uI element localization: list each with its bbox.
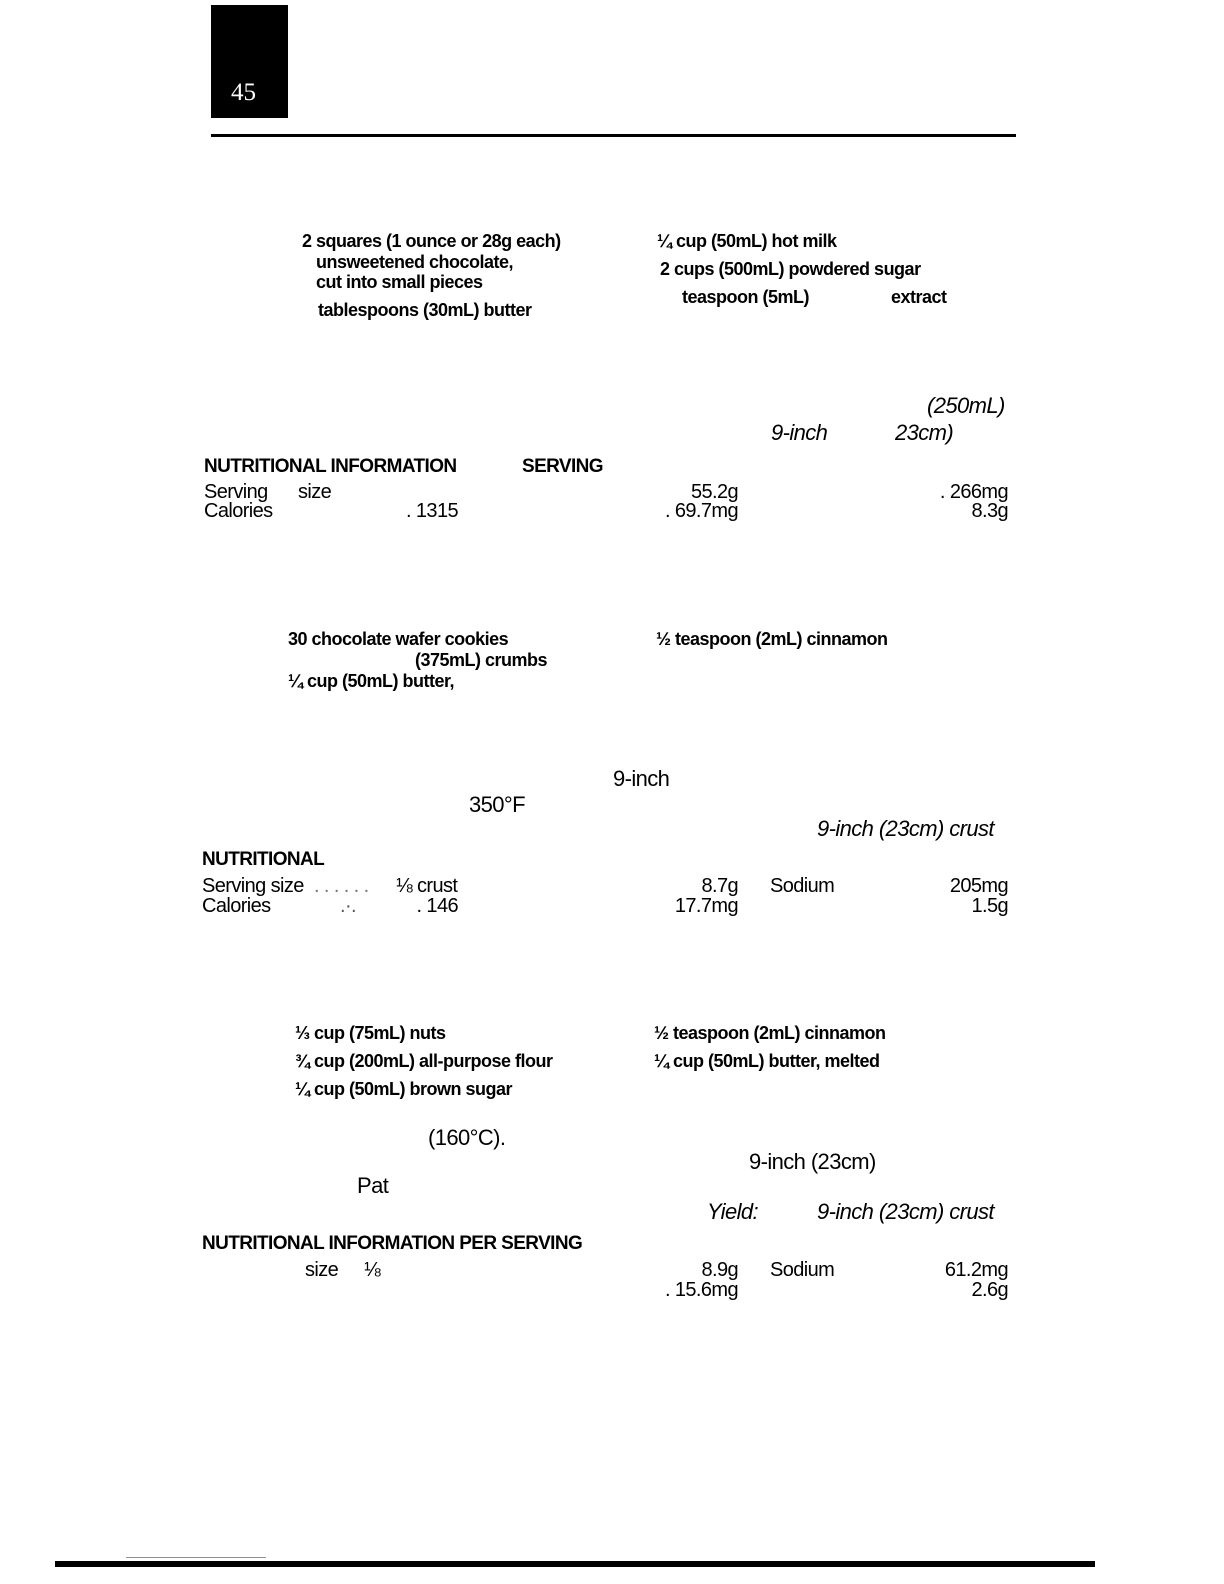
ingredient: ½ teaspoon (2mL) cinnamon (654, 1023, 886, 1043)
serving-label: Serving (204, 481, 268, 503)
calories-value: . 146 (416, 895, 458, 917)
ingredient: 30 chocolate wafer cookies (288, 629, 509, 649)
ingredient: (375mL) crumbs (415, 650, 548, 670)
nutrition-value: 61.2mg (944, 1259, 1008, 1281)
ingredient: ½ teaspoon (2mL) cinnamon (656, 629, 888, 649)
text-fragment: 9-inch (613, 766, 670, 791)
ingredient: extract (891, 287, 947, 307)
size-label: size (298, 481, 332, 503)
nutrition-value: 17.7mg (674, 895, 738, 917)
size-value: ⅛ (364, 1259, 381, 1281)
ingredient: cut into small pieces (316, 272, 483, 292)
sodium-label: Sodium (770, 875, 835, 897)
footer-link-underline (126, 1557, 266, 1558)
yield-fragment: 9-inch (23cm) crust (817, 1199, 994, 1224)
page-number-tab (211, 5, 288, 118)
yield-fragment: 9-inch (23cm) crust (817, 816, 994, 841)
sodium-label: Sodium (770, 1259, 835, 1281)
nutrition-value: 55.2g (690, 481, 738, 503)
ingredient: ¼ cup (50mL) hot milk (657, 231, 837, 251)
nutrition-heading: NUTRITIONAL INFORMATION (204, 456, 457, 477)
text-fragment: 9-inch (23cm) (749, 1149, 876, 1174)
ingredient: teaspoon (5mL) (682, 287, 810, 307)
ingredient: 2 cups (500mL) powdered sugar (660, 259, 921, 279)
page-number: 45 (231, 79, 256, 106)
ingredient: ¼ cup (50mL) brown sugar (295, 1079, 513, 1099)
text-fragment: Pat (357, 1173, 389, 1198)
nutrition-value: . 15.6mg (664, 1279, 738, 1301)
nutrition-value: 1.5g (971, 895, 1008, 917)
ingredient: ¾ cup (200mL) all-purpose flour (295, 1051, 553, 1071)
text-fragment: 350°F (469, 792, 525, 817)
ingredient: ¼ cup (50mL) butter, (288, 671, 455, 691)
ingredient: ¼ cup (50mL) butter, melted (654, 1051, 880, 1071)
nutrition-value: 205mg (949, 875, 1008, 897)
nutrition-value: . 266mg (939, 481, 1008, 503)
nutrition-heading: NUTRITIONAL INFORMATION PER SERVING (202, 1233, 583, 1254)
nutrition-value: 8.3g (971, 500, 1008, 522)
dot-leader: .·. (340, 895, 356, 917)
nutrition-heading: NUTRITIONAL (202, 849, 325, 870)
header-rule (211, 134, 1016, 137)
calories-label: Calories (202, 895, 271, 917)
ingredient: tablespoons (30mL) butter (318, 300, 532, 320)
text-fragment: 9-inch (771, 420, 828, 445)
serving-value: ⅛ crust (396, 875, 458, 897)
footer-rule (55, 1561, 1095, 1567)
yield-label: Yield: (707, 1199, 759, 1224)
text-fragment: (250mL) (927, 393, 1005, 418)
nutrition-value: 8.9g (701, 1259, 738, 1281)
dot-leader: . . . . . . (314, 875, 369, 897)
ingredient: unsweetened chocolate, (316, 252, 514, 272)
text-fragment: (160°C). (428, 1125, 506, 1150)
nutrition-value: 8.7g (701, 875, 738, 897)
serving-label: Serving size (202, 875, 304, 897)
calories-value: . 1315 (405, 500, 458, 522)
text-fragment: 23cm) (895, 420, 954, 445)
size-label: size (305, 1259, 339, 1281)
nutrition-value: . 69.7mg (664, 500, 738, 522)
calories-label: Calories (204, 500, 273, 522)
ingredient: 2 squares (1 ounce or 28g each) (302, 231, 561, 251)
nutrition-value: 2.6g (971, 1279, 1008, 1301)
ingredient: ⅓ cup (75mL) nuts (295, 1023, 446, 1043)
nutrition-heading: SERVING (522, 456, 603, 477)
